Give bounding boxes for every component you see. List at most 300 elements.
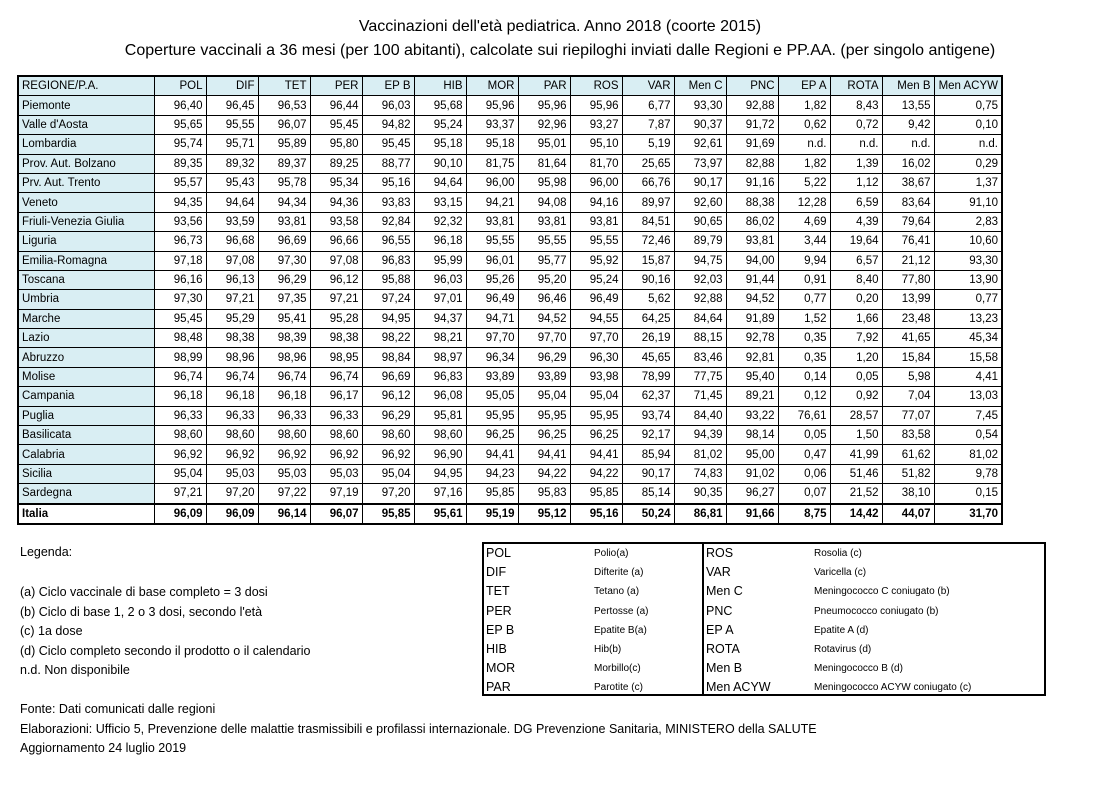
footer: [20, 700, 817, 759]
coverage-value-cell: 91,66: [726, 504, 778, 524]
coverage-value-cell: 0,29: [934, 154, 1002, 173]
legend-note: (a) Ciclo vaccinale di base completo = 3 dosi: [20, 585, 268, 599]
coverage-value-cell: 95,96: [466, 96, 518, 115]
abbreviation-code: ROTA: [706, 641, 740, 656]
abbreviation-code: TET: [486, 584, 510, 599]
coverage-value-cell: 90,35: [674, 484, 726, 504]
abbreviation-code: Men C: [706, 584, 743, 599]
coverage-value-cell: 1,12: [830, 173, 882, 192]
coverage-value-cell: 61,62: [882, 445, 934, 464]
page-subtitle: Coperture vaccinali a 36 mesi (per 100 abitanti), calcolate sui riepiloghi inviati dalle Regioni e PP.AA. (per singolo antigene): [124, 42, 996, 59]
abbreviation-description: Varicella (c): [814, 567, 867, 579]
coverage-value-cell: 96,08: [414, 387, 466, 406]
region-name-cell: Liguria: [18, 232, 154, 251]
region-name-cell: Sicilia: [18, 464, 154, 483]
coverage-value-cell: n.d.: [934, 135, 1002, 154]
abbreviation-code: ROS: [706, 546, 734, 560]
column-header: PER: [310, 76, 362, 96]
coverage-value-cell: 98,38: [206, 329, 258, 348]
abbreviation-description: Rotavirus (d): [814, 643, 872, 655]
coverage-value-cell: 81,70: [570, 154, 622, 173]
coverage-value-cell: 95,85: [570, 484, 622, 504]
coverage-value-cell: 77,75: [674, 367, 726, 386]
coverage-value-cell: 96,17: [310, 387, 362, 406]
coverage-value-cell: 95,61: [414, 504, 466, 524]
coverage-value-cell: 96,09: [206, 504, 258, 524]
coverage-value-cell: 89,21: [726, 387, 778, 406]
coverage-value-cell: 93,89: [466, 367, 518, 386]
coverage-value-cell: 93,30: [674, 96, 726, 115]
coverage-value-cell: 95,43: [206, 173, 258, 192]
coverage-value-cell: 89,32: [206, 154, 258, 173]
legend-notes: [20, 583, 310, 681]
coverage-value-cell: 88,77: [362, 154, 414, 173]
coverage-value-cell: 96,03: [362, 96, 414, 115]
coverage-value-cell: 5,22: [778, 173, 830, 192]
coverage-value-cell: 96,09: [154, 504, 206, 524]
coverage-value-cell: 97,18: [154, 251, 206, 270]
coverage-value-cell: 95,45: [154, 309, 206, 328]
coverage-value-cell: 94,36: [310, 193, 362, 212]
coverage-value-cell: 97,19: [310, 484, 362, 504]
abbreviation-row: [704, 582, 1044, 601]
coverage-value-cell: 23,48: [882, 309, 934, 328]
coverage-value-cell: 90,10: [414, 154, 466, 173]
coverage-value-cell: n.d.: [830, 135, 882, 154]
coverage-value-cell: 98,84: [362, 348, 414, 367]
coverage-value-cell: 38,10: [882, 484, 934, 504]
coverage-value-cell: 96,73: [154, 232, 206, 251]
coverage-value-cell: 95,78: [258, 173, 310, 192]
coverage-value-cell: 1,37: [934, 173, 1002, 192]
coverage-value-cell: 21,12: [882, 251, 934, 270]
column-header: DIF: [206, 76, 258, 96]
coverage-value-cell: 93,56: [154, 212, 206, 231]
coverage-value-cell: 0,54: [934, 426, 1002, 445]
coverage-value-cell: 94,64: [414, 173, 466, 192]
coverage-value-cell: 95,85: [362, 504, 414, 524]
coverage-value-cell: 8,43: [830, 96, 882, 115]
coverage-value-cell: 1,20: [830, 348, 882, 367]
coverage-value-cell: 95,19: [466, 504, 518, 524]
coverage-value-cell: 92,17: [622, 426, 674, 445]
column-header: Men B: [882, 76, 934, 96]
coverage-value-cell: 98,97: [414, 348, 466, 367]
coverage-value-cell: 97,21: [154, 484, 206, 504]
coverage-value-cell: 94,95: [414, 464, 466, 483]
coverage-value-cell: 96,69: [258, 232, 310, 251]
region-name-cell: Friuli-Venezia Giulia: [18, 212, 154, 231]
table-row: [18, 135, 1002, 154]
column-header: EP A: [778, 76, 830, 96]
coverage-value-cell: 89,35: [154, 154, 206, 173]
coverage-value-cell: 96,16: [154, 270, 206, 289]
coverage-value-cell: 96,00: [570, 173, 622, 192]
table-row: [18, 115, 1002, 134]
coverage-value-cell: 96,74: [206, 367, 258, 386]
table-row: [18, 193, 1002, 212]
coverage-value-cell: 95,92: [570, 251, 622, 270]
column-header: POL: [154, 76, 206, 96]
coverage-value-cell: 96,40: [154, 96, 206, 115]
column-header: PAR: [518, 76, 570, 96]
coverage-value-cell: 97,08: [206, 251, 258, 270]
coverage-value-cell: 94,41: [570, 445, 622, 464]
region-name-cell: Sardegna: [18, 484, 154, 504]
coverage-value-cell: 96,90: [414, 445, 466, 464]
coverage-value-cell: 96,03: [414, 270, 466, 289]
coverage-value-cell: 77,80: [882, 270, 934, 289]
coverage-value-cell: 0,92: [830, 387, 882, 406]
coverage-value-cell: 5,98: [882, 367, 934, 386]
coverage-value-cell: 95,29: [206, 309, 258, 328]
coverage-value-cell: 97,35: [258, 290, 310, 309]
coverage-value-cell: 96,33: [258, 406, 310, 425]
abbreviation-code: EP A: [706, 622, 734, 637]
coverage-value-cell: 92,61: [674, 135, 726, 154]
coverage-value-cell: 79,64: [882, 212, 934, 231]
table-row: [18, 173, 1002, 192]
coverage-value-cell: 94,82: [362, 115, 414, 134]
coverage-value-cell: 97,20: [206, 484, 258, 504]
coverage-value-cell: 96,13: [206, 270, 258, 289]
table-row: [18, 484, 1002, 504]
coverage-value-cell: 41,99: [830, 445, 882, 464]
coverage-value-cell: 92,78: [726, 329, 778, 348]
coverage-value-cell: 92,96: [518, 115, 570, 134]
table-row: [18, 309, 1002, 328]
coverage-value-cell: 91,16: [726, 173, 778, 192]
coverage-value-cell: 94,08: [518, 193, 570, 212]
coverage-value-cell: 95,34: [310, 173, 362, 192]
coverage-value-cell: 93,81: [258, 212, 310, 231]
coverage-value-cell: 95,68: [414, 96, 466, 115]
coverage-value-cell: 7,92: [830, 329, 882, 348]
coverage-value-cell: 93,81: [466, 212, 518, 231]
coverage-value-cell: 94,75: [674, 251, 726, 270]
coverage-value-cell: 96,18: [154, 387, 206, 406]
coverage-value-cell: 96,12: [310, 270, 362, 289]
column-header: HIB: [414, 76, 466, 96]
coverage-value-cell: 14,42: [830, 504, 882, 524]
coverage-value-cell: 95,04: [154, 464, 206, 483]
coverage-value-cell: 95,57: [154, 173, 206, 192]
coverage-value-cell: 98,60: [258, 426, 310, 445]
coverage-value-cell: 95,04: [518, 387, 570, 406]
coverage-value-cell: 4,41: [934, 367, 1002, 386]
coverage-value-cell: 96,18: [206, 387, 258, 406]
abbreviation-row: [484, 659, 702, 678]
coverage-value-cell: 25,65: [622, 154, 674, 173]
column-header: ROS: [570, 76, 622, 96]
region-name-cell: Lazio: [18, 329, 154, 348]
coverage-value-cell: 96,29: [362, 406, 414, 425]
coverage-value-cell: 96,18: [414, 232, 466, 251]
region-name-cell: Piemonte: [18, 96, 154, 115]
coverage-value-cell: 19,64: [830, 232, 882, 251]
coverage-value-cell: 0,77: [778, 290, 830, 309]
coverage-value-cell: 96,01: [466, 251, 518, 270]
coverage-value-cell: 95,16: [362, 173, 414, 192]
coverage-value-cell: 98,14: [726, 426, 778, 445]
table-total-row: [18, 504, 1002, 524]
coverage-value-cell: 96,12: [362, 387, 414, 406]
abbreviation-row: [484, 563, 702, 582]
coverage-value-cell: 62,37: [622, 387, 674, 406]
abbreviation-description: Meningococco ACYW coniugato (c): [814, 682, 972, 694]
coverage-value-cell: 96,55: [362, 232, 414, 251]
coverage-value-cell: 1,66: [830, 309, 882, 328]
coverage-value-cell: 96,69: [362, 367, 414, 386]
coverage-value-cell: 97,16: [414, 484, 466, 504]
abbreviation-description: Rosolia (c): [814, 548, 862, 559]
coverage-value-cell: 1,50: [830, 426, 882, 445]
page-title: Vaccinazioni dell'età pediatrica. Anno 2018 (coorte 2015): [358, 18, 762, 35]
abbreviation-description: Hib(b): [594, 643, 622, 655]
coverage-value-cell: 9,78: [934, 464, 1002, 483]
region-name-cell: Emilia-Romagna: [18, 251, 154, 270]
coverage-value-cell: 96,25: [466, 426, 518, 445]
coverage-value-cell: 78,99: [622, 367, 674, 386]
coverage-value-cell: 1,82: [778, 154, 830, 173]
coverage-value-cell: 51,46: [830, 464, 882, 483]
coverage-value-cell: 89,37: [258, 154, 310, 173]
column-header: MOR: [466, 76, 518, 96]
coverage-value-cell: 95,80: [310, 135, 362, 154]
table-row: [18, 329, 1002, 348]
region-name-cell: Campania: [18, 387, 154, 406]
coverage-table: [17, 75, 1003, 525]
coverage-value-cell: 8,75: [778, 504, 830, 524]
table-row: [18, 154, 1002, 173]
coverage-value-cell: 83,64: [882, 193, 934, 212]
coverage-value-cell: 0,47: [778, 445, 830, 464]
coverage-value-cell: 13,55: [882, 96, 934, 115]
coverage-value-cell: 96,92: [206, 445, 258, 464]
coverage-value-cell: 96,07: [310, 504, 362, 524]
coverage-value-cell: 98,39: [258, 329, 310, 348]
coverage-value-cell: 0,14: [778, 367, 830, 386]
coverage-value-cell: 81,02: [934, 445, 1002, 464]
abbreviation-row: [704, 621, 1044, 640]
coverage-value-cell: 93,15: [414, 193, 466, 212]
coverage-value-cell: 91,02: [726, 464, 778, 483]
abbreviation-description: Difterite (a): [594, 567, 644, 579]
coverage-value-cell: 94,41: [518, 445, 570, 464]
coverage-value-cell: 97,30: [258, 251, 310, 270]
coverage-value-cell: 96,49: [466, 290, 518, 309]
table-row: [18, 406, 1002, 425]
coverage-value-cell: 95,71: [206, 135, 258, 154]
abbreviation-code: HIB: [486, 641, 507, 656]
coverage-value-cell: 92,81: [726, 348, 778, 367]
coverage-value-cell: 0,75: [934, 96, 1002, 115]
abbreviation-row: [704, 602, 1044, 621]
coverage-value-cell: 12,28: [778, 193, 830, 212]
coverage-value-cell: 96,66: [310, 232, 362, 251]
coverage-value-cell: 95,40: [726, 367, 778, 386]
abbreviation-code: POL: [486, 546, 512, 560]
abbreviation-row: [704, 659, 1044, 678]
coverage-value-cell: 93,81: [570, 212, 622, 231]
coverage-value-cell: 94,39: [674, 426, 726, 445]
column-header: PNC: [726, 76, 778, 96]
coverage-value-cell: 96,33: [154, 406, 206, 425]
coverage-value-cell: 96,53: [258, 96, 310, 115]
coverage-value-cell: 13,99: [882, 290, 934, 309]
coverage-value-cell: 94,95: [362, 309, 414, 328]
column-header-region: REGIONE/P.A.: [18, 76, 154, 96]
abbreviation-row: [704, 678, 1044, 697]
coverage-value-cell: 95,83: [518, 484, 570, 504]
coverage-value-cell: 84,64: [674, 309, 726, 328]
coverage-value-cell: 7,87: [622, 115, 674, 134]
coverage-value-cell: 73,97: [674, 154, 726, 173]
coverage-value-cell: 98,60: [206, 426, 258, 445]
coverage-value-cell: 0,10: [934, 115, 1002, 134]
abbreviation-legend-box: [482, 542, 1046, 696]
coverage-value-cell: 95,45: [362, 135, 414, 154]
coverage-value-cell: 0,05: [778, 426, 830, 445]
coverage-value-cell: 0,77: [934, 290, 1002, 309]
coverage-value-cell: 90,17: [674, 173, 726, 192]
coverage-value-cell: 86,02: [726, 212, 778, 231]
coverage-value-cell: 96,74: [310, 367, 362, 386]
coverage-value-cell: 10,60: [934, 232, 1002, 251]
footer-elaboration: Elaborazioni: Ufficio 5, Prevenzione delle malattie trasmissibili e profilassi internazionale. DG Prevenzione Sanitaria, MINISTERO della SALUTE: [20, 721, 817, 736]
coverage-value-cell: 94,71: [466, 309, 518, 328]
coverage-value-cell: 98,38: [310, 329, 362, 348]
coverage-value-cell: 98,99: [154, 348, 206, 367]
coverage-value-cell: 95,99: [414, 251, 466, 270]
coverage-value-cell: 95,03: [206, 464, 258, 483]
coverage-value-cell: 83,58: [882, 426, 934, 445]
abbreviation-code: PNC: [706, 603, 733, 618]
coverage-value-cell: 0,15: [934, 484, 1002, 504]
coverage-value-cell: 96,33: [206, 406, 258, 425]
coverage-value-cell: 95,01: [518, 135, 570, 154]
coverage-value-cell: 90,37: [674, 115, 726, 134]
footer-update-date: Aggiornamento 24 luglio 2019: [20, 741, 187, 755]
coverage-value-cell: 76,61: [778, 406, 830, 425]
coverage-value-cell: 95,98: [518, 173, 570, 192]
coverage-value-cell: 93,59: [206, 212, 258, 231]
coverage-value-cell: 76,41: [882, 232, 934, 251]
region-name-cell: Prv. Aut. Trento: [18, 173, 154, 192]
coverage-value-cell: 81,75: [466, 154, 518, 173]
coverage-value-cell: 93,27: [570, 115, 622, 134]
coverage-value-cell: 7,45: [934, 406, 1002, 425]
table-row: [18, 426, 1002, 445]
coverage-value-cell: 95,03: [310, 464, 362, 483]
coverage-value-cell: 41,65: [882, 329, 934, 348]
coverage-value-cell: 95,41: [258, 309, 310, 328]
coverage-value-cell: 95,81: [414, 406, 466, 425]
coverage-value-cell: 96,00: [466, 173, 518, 192]
coverage-value-cell: 97,70: [466, 329, 518, 348]
coverage-value-cell: 21,52: [830, 484, 882, 504]
coverage-value-cell: 92,84: [362, 212, 414, 231]
coverage-value-cell: 96,83: [362, 251, 414, 270]
coverage-value-cell: 95,45: [310, 115, 362, 134]
table-row: [18, 212, 1002, 231]
coverage-value-cell: 71,45: [674, 387, 726, 406]
coverage-value-cell: 89,79: [674, 232, 726, 251]
coverage-value-cell: 93,81: [726, 232, 778, 251]
abbreviation-description: Parotite (c): [594, 682, 643, 694]
coverage-value-cell: 9,94: [778, 251, 830, 270]
coverage-value-cell: 96,92: [258, 445, 310, 464]
coverage-value-cell: 93,74: [622, 406, 674, 425]
region-name-cell: Marche: [18, 309, 154, 328]
legend-note: (d) Ciclo completo secondo il prodotto o il calendario: [20, 643, 311, 658]
coverage-value-cell: 95,65: [154, 115, 206, 134]
column-header: VAR: [622, 76, 674, 96]
coverage-value-cell: 50,24: [622, 504, 674, 524]
table-row: [18, 387, 1002, 406]
coverage-value-cell: 98,48: [154, 329, 206, 348]
coverage-value-cell: 96,33: [310, 406, 362, 425]
coverage-value-cell: 98,60: [414, 426, 466, 445]
coverage-value-cell: 95,03: [258, 464, 310, 483]
coverage-value-cell: 97,21: [206, 290, 258, 309]
coverage-value-cell: 15,58: [934, 348, 1002, 367]
table-row: [18, 96, 1002, 115]
coverage-value-cell: 96,34: [466, 348, 518, 367]
coverage-value-cell: 77,07: [882, 406, 934, 425]
coverage-value-cell: 93,58: [310, 212, 362, 231]
coverage-value-cell: 81,02: [674, 445, 726, 464]
coverage-value-cell: 7,04: [882, 387, 934, 406]
coverage-value-cell: n.d.: [778, 135, 830, 154]
coverage-value-cell: 1,82: [778, 96, 830, 115]
coverage-value-cell: 16,02: [882, 154, 934, 173]
coverage-value-cell: 95,88: [362, 270, 414, 289]
coverage-value-cell: 88,15: [674, 329, 726, 348]
coverage-value-cell: 98,60: [362, 426, 414, 445]
region-name-cell: Molise: [18, 367, 154, 386]
coverage-value-cell: 95,04: [362, 464, 414, 483]
coverage-value-cell: 15,84: [882, 348, 934, 367]
table-header-row: [18, 76, 1002, 96]
coverage-value-cell: 83,46: [674, 348, 726, 367]
coverage-value-cell: 74,83: [674, 464, 726, 483]
coverage-value-cell: 51,82: [882, 464, 934, 483]
coverage-value-cell: 92,88: [726, 96, 778, 115]
table-row: [18, 232, 1002, 251]
coverage-value-cell: 90,17: [622, 464, 674, 483]
column-header: ROTA: [830, 76, 882, 96]
coverage-value-cell: 96,25: [518, 426, 570, 445]
coverage-value-cell: 13,90: [934, 270, 1002, 289]
coverage-value-cell: 4,39: [830, 212, 882, 231]
coverage-value-cell: 94,41: [466, 445, 518, 464]
coverage-value-cell: 97,01: [414, 290, 466, 309]
coverage-value-cell: 95,95: [518, 406, 570, 425]
coverage-value-cell: 96,14: [258, 504, 310, 524]
abbreviation-description: Morbillo(c): [594, 663, 641, 675]
coverage-value-cell: 97,30: [154, 290, 206, 309]
coverage-value-cell: 64,25: [622, 309, 674, 328]
coverage-value-cell: 88,38: [726, 193, 778, 212]
coverage-value-cell: 4,69: [778, 212, 830, 231]
coverage-value-cell: 0,72: [830, 115, 882, 134]
coverage-value-cell: 81,64: [518, 154, 570, 173]
coverage-value-cell: 93,89: [518, 367, 570, 386]
coverage-value-cell: n.d.: [882, 135, 934, 154]
coverage-value-cell: 95,55: [466, 232, 518, 251]
coverage-value-cell: 89,25: [310, 154, 362, 173]
